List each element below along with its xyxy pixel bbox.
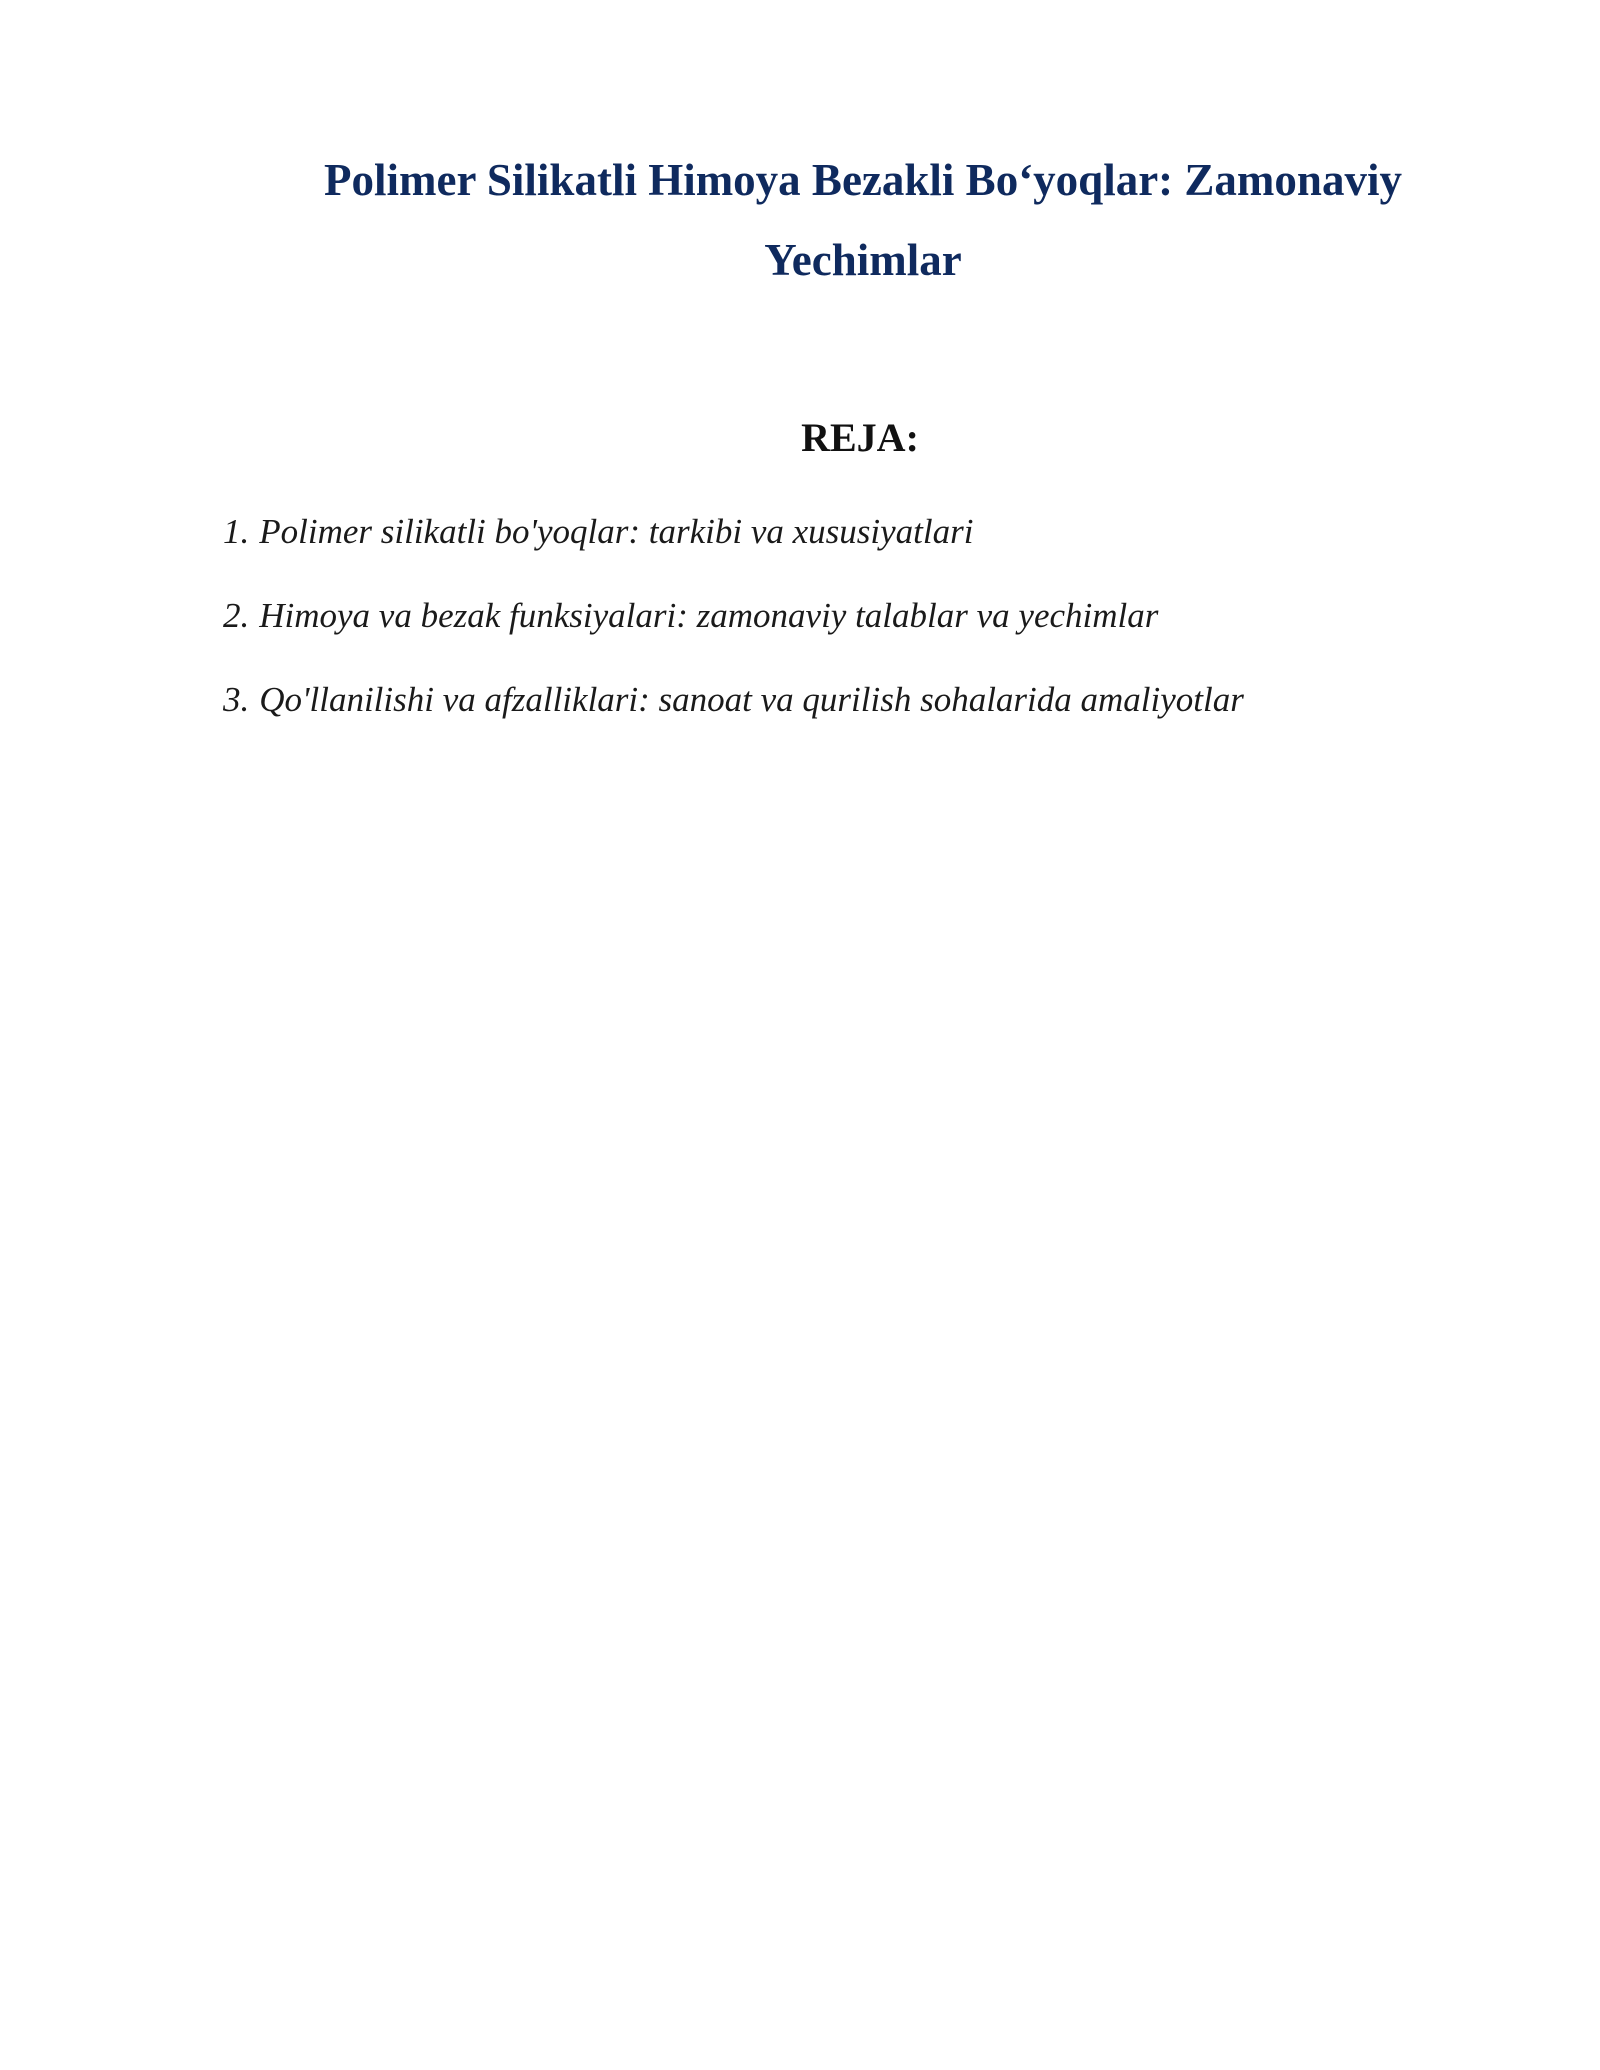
plan-item-3 (223, 676, 1523, 724)
plan-item-text: Polimer silikatli bo'yoqlar: tarkibi va xususiyatlari (259, 512, 974, 551)
plan-item-text: Himoya va bezak funksiyalari: zamonaviy talablar va yechimlar (259, 596, 1159, 635)
plan-heading: REJA: (801, 415, 919, 460)
plan-item-1 (223, 508, 1523, 556)
plan-item-number: 2. (223, 596, 250, 635)
plan-list (223, 508, 1523, 760)
plan-item-2 (223, 592, 1523, 640)
plan-item-number: 3. (223, 680, 250, 719)
document-title: Polimer Silikatli Himoya Bezakli Bo‘yoqlar: Zamonaviy Yechimlar (324, 155, 1402, 285)
plan-item-number: 1. (223, 512, 250, 551)
plan-item-text: Qo'llanilishi va afzalliklari: sanoat va qurilish sohalarida amaliyotlar (259, 680, 1244, 719)
